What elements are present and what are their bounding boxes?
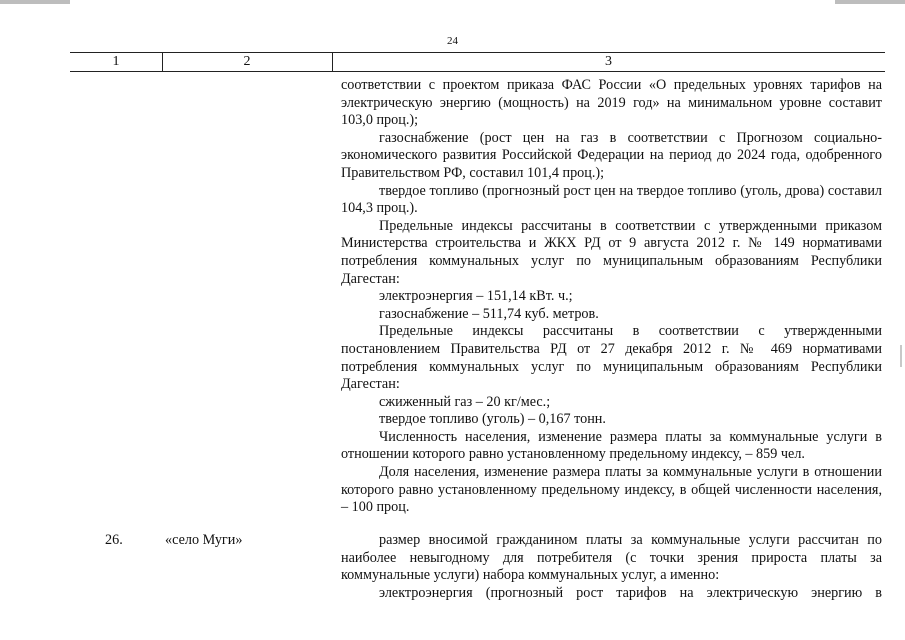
paragraph: Предельные индексы рассчитаны в соответствии с утвержденными постановлением Правительства РД от 27 декабря 2012 г. № 469 нормативами потребления коммунальных услуг по муниципальным образованиям Республики Дагестан: — [341, 323, 882, 393]
column-header-1: 1 — [112, 54, 120, 69]
row-26-description — [341, 532, 882, 602]
row-number: 26. — [105, 532, 123, 548]
paragraph: соответствии с проектом приказа ФАС России «О предельных уровнях тарифов на электрическую энергию (мощность) на 2019 год» на минимальном уровне составит 103,0 проц.); — [341, 77, 882, 129]
scan-edge-left — [0, 0, 70, 4]
scan-artifact — [900, 345, 902, 367]
municipality-name: «село Муги» — [165, 532, 243, 548]
column-divider-2 — [332, 52, 333, 72]
scan-edge-right — [835, 0, 905, 4]
page-number: 24 — [447, 35, 458, 47]
row-25-description — [341, 77, 882, 517]
list-item: твердое топливо (уголь) – 0,167 тонн. — [379, 411, 606, 428]
table-header-row — [70, 52, 885, 72]
paragraph: Доля населения, изменение размера платы за коммунальные услуги в отношении которого равно установленному предельному индексу, в общей численности населения, – 100 проц. — [341, 464, 882, 516]
paragraph: газоснабжение (рост цен на газ в соответствии с Прогнозом социально-экономического развития Российской Федерации на период до 2024 года, одобренного Правительством РФ, составил 101,4 проц.); — [341, 129, 882, 181]
column-header-2: 2 — [243, 54, 251, 69]
paragraph: электроэнергия (прогнозный рост тарифов на электрическую энергию в — [379, 584, 882, 601]
column-divider-1 — [162, 52, 163, 72]
column-header-3: 3 — [605, 54, 612, 69]
paragraph: размер вносимой гражданином платы за коммунальные услуги рассчитан по наиболее невыгодному для потребителя (с точки зрения прироста платы за коммунальные услуги) набора коммунальных услуг, а именно: — [341, 532, 882, 584]
list-item: газоснабжение – 511,74 куб. метров. — [379, 305, 599, 322]
paragraph: твердое топливо (прогнозный рост цен на твердое топливо (уголь, дрова) составил 104,3 проц.). — [341, 182, 882, 217]
paragraph: Предельные индексы рассчитаны в соответствии с утвержденными приказом Министерства строительства и ЖКХ РД от 9 августа 2012 г. № 149 нормативами потребления коммунальных услуг по муниципальным образованиям Республики Дагестан: — [341, 217, 882, 287]
list-item: сжиженный газ – 20 кг/мес.; — [379, 393, 551, 410]
list-item: электроэнергия – 151,14 кВт. ч.; — [379, 288, 573, 305]
paragraph: Численность населения, изменение размера платы за коммунальные услуги в отношении которого равно установленному предельному индексу, – 859 чел. — [341, 428, 882, 463]
